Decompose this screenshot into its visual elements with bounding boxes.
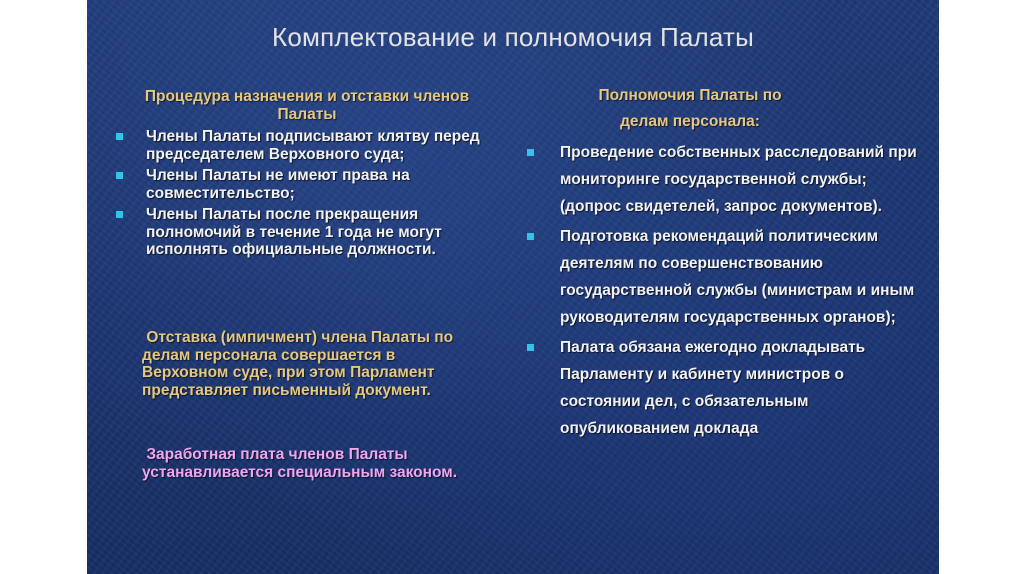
list-item bbox=[116, 128, 484, 163]
list-item bbox=[527, 139, 922, 220]
list-item bbox=[116, 206, 484, 259]
list-item-text: Члены Палаты после прекращения полномочий в течение 1 года не могут исполнять официальные должности. bbox=[146, 206, 442, 258]
square-bullet-icon bbox=[116, 211, 123, 218]
square-bullet-icon bbox=[527, 344, 534, 351]
impeachment-paragraph: Отставка (импичмент) члена Палаты по делам персонала совершается в Верховном суде, при этом Парламент представляет письменный документ. bbox=[142, 329, 458, 399]
list-item-text: Подготовка рекомендаций политическим деятелям по совершенствованию государственной службы (министрам и иным руководителям государственных органов); bbox=[560, 228, 915, 326]
list-item-text: Члены Палаты не имеют права на совместительство; bbox=[146, 167, 410, 202]
list-item-text: Проведение собственных расследований при мониторинге государственной службы; (допрос свидетелей, запрос документов). bbox=[560, 144, 917, 215]
right-list bbox=[527, 139, 922, 445]
salary-paragraph: Заработная плата членов Палаты устанавливается специальным законом. bbox=[142, 446, 458, 481]
slide bbox=[87, 0, 939, 574]
right-heading: Полномочия Палаты по делам персонала: bbox=[598, 87, 782, 130]
left-heading: Процедура назначения и отставки членов Палаты bbox=[144, 88, 470, 123]
list-item-text: Палата обязана ежегодно докладывать Парламенту и кабинету министров о состоянии дел, с обязательным опубликованием доклада bbox=[560, 339, 866, 437]
square-bullet-icon bbox=[527, 149, 534, 156]
square-bullet-icon bbox=[116, 133, 123, 140]
square-bullet-icon bbox=[527, 233, 534, 240]
list-item bbox=[527, 223, 922, 331]
left-list bbox=[116, 128, 484, 263]
list-item bbox=[527, 334, 922, 442]
slide-title: Комплектование и полномочия Палаты bbox=[272, 22, 754, 52]
list-item bbox=[116, 167, 484, 202]
square-bullet-icon bbox=[116, 172, 123, 179]
list-item-text: Члены Палаты подписывают клятву перед председателем Верховного суда; bbox=[146, 128, 480, 163]
